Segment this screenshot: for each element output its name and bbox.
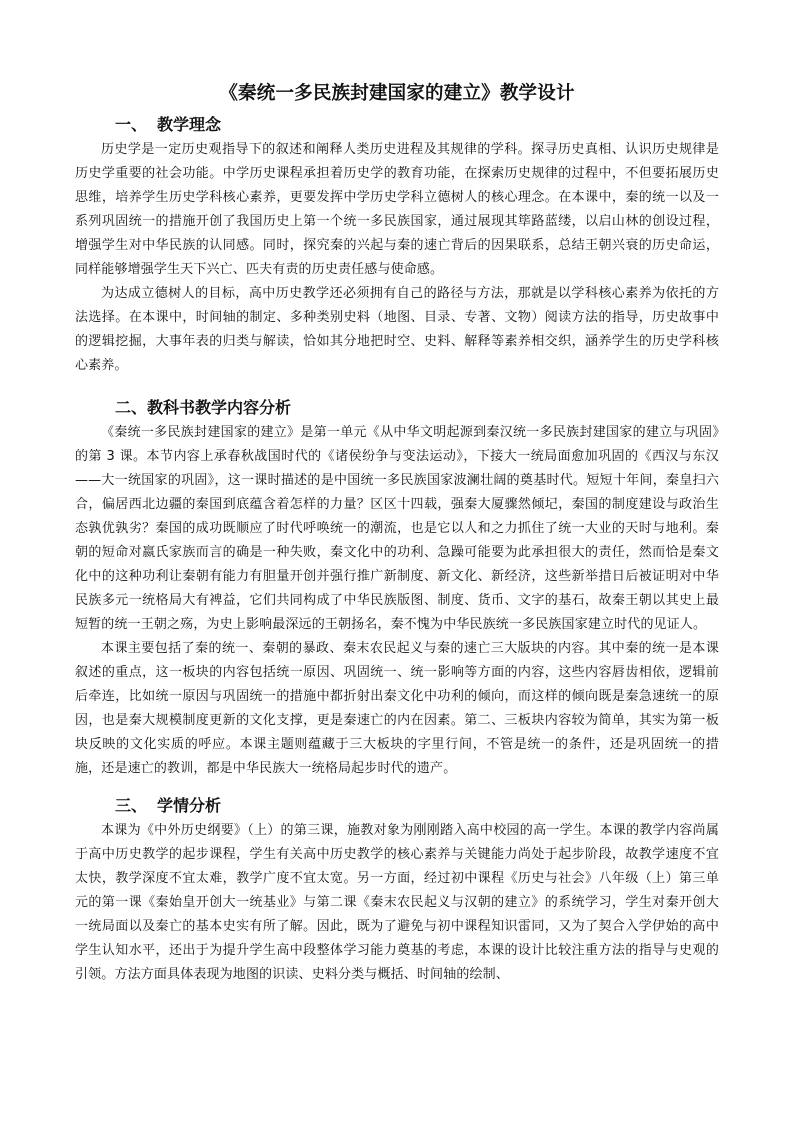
section-spacer xyxy=(75,781,719,793)
document-title: 《秦统一多民族封建国家的建立》教学设计 xyxy=(219,83,575,104)
paragraph: 为达成立德树人的目标，高中历史教学还必须拥有自己的路径与方法，那就是以学科核心素养为依托的方法选择。在本课中，时间轴的制定、多种类别史料（地图、目录、专著、文物）阅读方法的指导，历史故事中的逻辑挖掘，大事年表的归类与解读，恰如其分地把时空、史料、解释等素养相交织，涵养学生的历史学科核心素养。 xyxy=(75,286,719,373)
section-spacer xyxy=(75,378,719,395)
paragraph: 本课为《中外历史纲要》（上）的第三课，施教对象为刚刚踏入高中校园的高一学生。本课的教学内容尚属于高中历史教学的起步课程，学生有关高中历史教学的核心素养与关键能力尚处于起步阶段，故教学速度不宜太快，教学深度不宜太难，教学广度不宜太宽。另一方面，经过初中课程《历史与社会》八年级（上）第三单元的第一课《秦始皇开创大一统基业》与第二课《秦末农民起义与汉朝的建立》的系统学习，学生对秦开创大一统局面以及秦亡的基本史实有所了解。因此，既为了避免与初中课程知识雷同，又为了契合入学伊始的高中学生认知水平，还出于为提升学生高中段整体学习能力奠基的考虑，本课的设计比较注重方法的指导与史观的引领。方法方面具体表现为地图的识读、史料分类与概括、时间轴的绘制、 xyxy=(75,823,719,982)
section-title: 教科书教学内容分析 xyxy=(147,398,292,417)
paragraph: 历史学是一定历史观指导下的叙述和阐释人类历史进程及其规律的学科。探寻历史真相、认识历史规律是历史学重要的社会功能。中学历史课程承担着历史学的教育功能，在探索历史规律的过程中，不但要拓展历史思维，培养学生历史学科核心素养，更要发挥中学历史学科立德树人的核心理念。在本课中，秦的统一以及一系列巩固统一的措施开创了我国历史上第一个统一多民族国家，通过展现其筚路蓝缕，以启山林的创设过程，增强学生对中华民族的认同感。同时，探究秦的兴起与秦的速亡背后的因果联系，总结王朝兴衰的历史命运，同样能够增强学生天下兴亡、匹夫有责的历史责任感与使命感。 xyxy=(75,142,719,277)
paragraph: 本课主要包括了秦的统一、秦朝的暴政、秦末农民起义与秦的速亡三大版块的内容。其中秦的统一是本课叙述的重点，这一板块的内容包括统一原因、巩固统一、统一影响等方面的内容，这些内容唇齿相依，逻辑前后牵连，比如统一原因与巩固统一的措施中都折射出秦文化中功利的倾向，而这样的倾向既是秦急速统一的原因，也是秦大规模制度更新的文化支撑，更是秦速亡的内在因素。第二、三板块内容较为简单，其实为第一板块反映的文化实质的呼应。本课主题则蕴藏于三大板块的字里行间，不管是统一的条件，还是巩固统一的措施，还是速亡的教训，都是中华民族大一统格局起步时代的遗产。 xyxy=(75,641,719,776)
section-number: 二、 xyxy=(115,398,148,417)
section-number: 一、 xyxy=(115,115,148,134)
paragraph: 《秦统一多民族封建国家的建立》是第一单元《从中华文明起源到秦汉统一多民族封建国家的建立与巩固》的第 3 课。本节内容上承春秋战国时代的《诸侯纷争与变法运动》，下接大一统局面愈加巩固的《西汉与东汉——大一统国家的巩固》，这一课时描述的是中国统一多民族国家波澜壮阔的奠基时代。短短十年间，秦皇扫六合，偏居西北边疆的秦国到底蕴含着怎样的力量？区区十四载，强秦大厦骤然倾圮，秦国的制度建设与政治生态孰优孰劣？秦国的成功既顺应了时代呼唤统一的潮流，也是它以人和之力抓住了统一大业的天时与地利。秦朝的短命对嬴氏家族而言的确是一种失败，秦文化中的功利、急躁可能要为此承担很大的责任，然而恰是秦文化中的这种功利让秦朝有能力有胆量开创并强行推广新制度、新文化、新经济，这些新举措日后被证明对中华民族多元一统格局大有裨益，它们共同构成了中华民族版图、制度、货币、文字的基石，故秦王朝以其史上最短暂的统一王朝之殇，为史上影响最深远的王朝扬名，秦不愧为中华民族统一多民族国家建立时代的见证人。 xyxy=(75,425,719,632)
section-number: 三、 xyxy=(115,796,148,815)
section-heading-teaching-philosophy xyxy=(75,112,719,138)
section-title: 教学理念 xyxy=(157,115,222,134)
section-heading-learner-analysis xyxy=(75,793,719,819)
section-heading-textbook-analysis xyxy=(75,395,719,421)
section-title: 学情分析 xyxy=(157,796,222,815)
